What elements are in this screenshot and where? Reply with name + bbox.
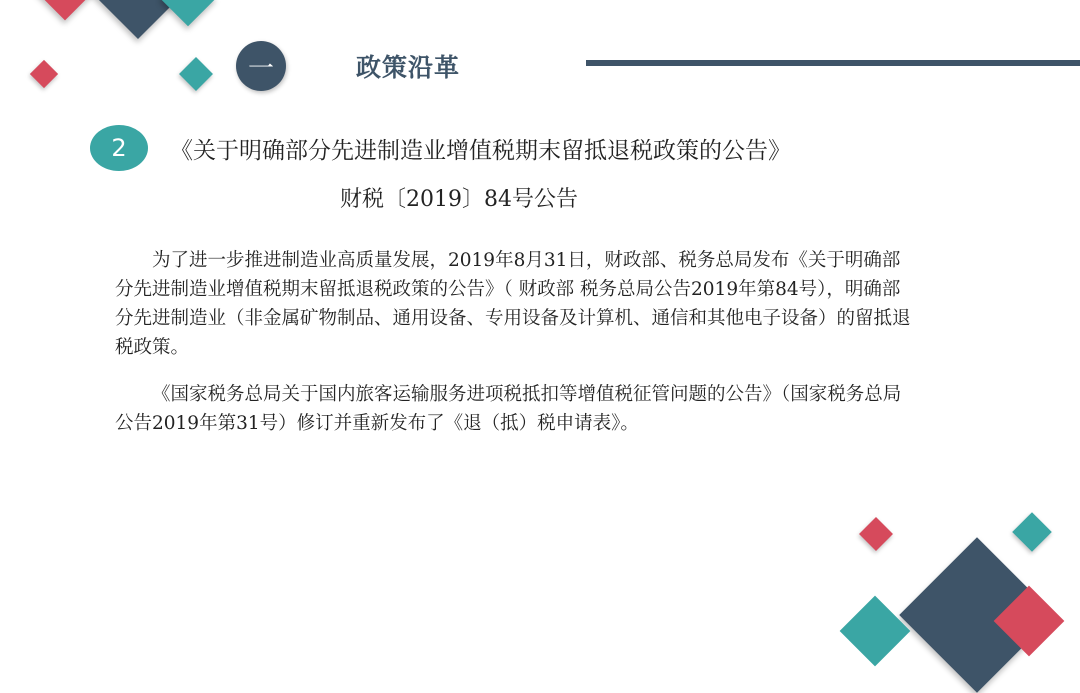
body-paragraph-2: 《国家税务总局关于国内旅客运输服务进项税抵扣等增值税征管问题的公告》（国家税务总局公告2019年第31号）修订并重新发布了《退（抵）税申请表》。 <box>115 384 902 434</box>
decorative-diamond-red-small <box>859 517 893 551</box>
decorative-diamond-red-small <box>30 60 58 88</box>
section-number: 一 <box>247 53 274 84</box>
item-number-badge <box>90 125 148 171</box>
body-paragraph-1: 为了进一步推进制造业高质量发展，2019年8月31日，财政部、税务总局发布《关于明确部分先进制造业增值税期末留抵退税政策的公告》（ 财政部 税务总局公告2019年第84号），明确部分先进制造业（非金属矿物制品、通用设备、专用设备及计算机、通信和其他电子设备）的留抵退税政策。 <box>115 250 911 358</box>
section-title: 政策沿革 <box>356 53 461 82</box>
item-number: 2 <box>111 134 127 162</box>
decorative-diamond-teal-small <box>179 57 213 91</box>
decorative-diamond-teal <box>160 0 217 26</box>
document-subtitle: 财税〔2019〕84号公告 <box>340 187 578 212</box>
decorative-diamond-teal-small <box>1012 512 1052 552</box>
document-title: 《关于明确部分先进制造业增值税期末留抵退税政策的公告》 <box>170 138 791 164</box>
section-number-circle <box>236 41 286 91</box>
decorative-diamond-teal <box>840 596 911 667</box>
header-divider-line <box>586 60 1080 66</box>
decorative-diamond-red <box>30 0 101 20</box>
